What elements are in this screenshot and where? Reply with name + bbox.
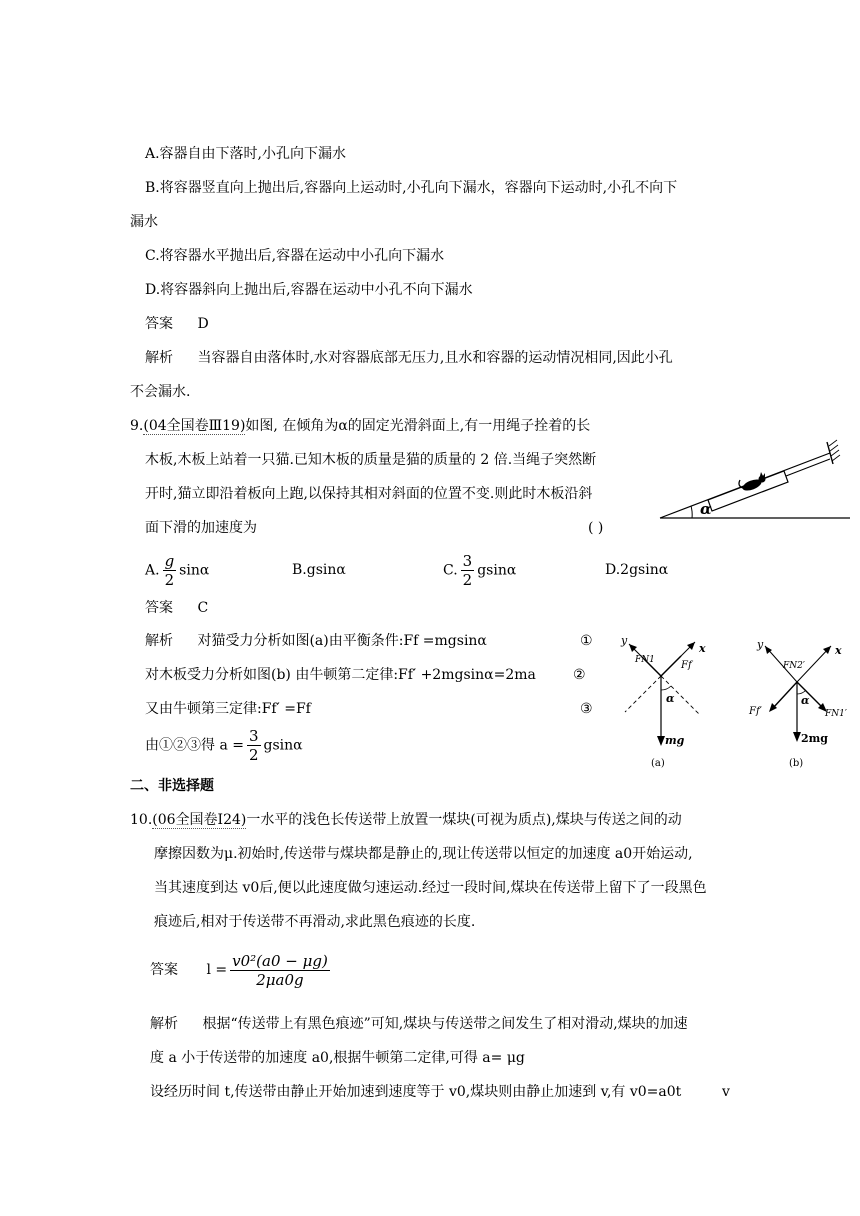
q10-stem-line1 — [130, 810, 682, 830]
equation-marker-2: ② — [573, 667, 586, 683]
equation-marker-3: ③ — [580, 701, 593, 717]
q8-option-d: D.将容器斜向上抛出后,容器在运动中小孔不向下漏水 — [145, 282, 473, 298]
option-c-prefix: C. — [443, 562, 458, 579]
force-diagram-b — [745, 630, 853, 770]
q8-option-b-cont: 漏水 — [130, 214, 158, 230]
q10-explanation-line1 — [150, 1014, 688, 1034]
q9-option-d: D.2gsinα — [605, 562, 669, 578]
answer-prefix: l = — [206, 962, 228, 978]
q10-answer — [150, 948, 333, 992]
option-a-denominator: 2 — [164, 571, 175, 589]
q10-stem-line2: 摩擦因数为μ.初始时,传送带与煤块都是静止的,现让传送带以恒定的加速度 a0开始运动, — [154, 846, 693, 862]
result-prefix: 由①②③得 a = — [145, 737, 244, 754]
force-diagram-a — [615, 630, 720, 770]
normal-force-label: FN1 — [635, 655, 655, 665]
answer-label: 答案 — [145, 316, 173, 332]
option-c-suffix: gsinα — [477, 562, 517, 579]
result-denominator: 2 — [248, 746, 259, 764]
x-axis-label: x — [835, 644, 842, 657]
q9-option-b: B.gsinα — [292, 562, 346, 578]
q9-result — [145, 727, 303, 764]
option-c-denominator: 2 — [462, 571, 473, 589]
diagram-caption: (a) — [651, 758, 665, 769]
q10-explanation-line3: 设经历时间 t,传送带由静止开始加速到速度等于 v0,煤块则由静止加速到 v,有 v0=a0t — [150, 1084, 682, 1100]
q10-stem-line4: 痕迹后,相对于传送带不再滑动,求此黑色痕迹的长度. — [154, 914, 476, 930]
incline-angle-label: α — [700, 500, 712, 518]
option-a-suffix: sinα — [179, 562, 210, 579]
result-numerator: 3 — [248, 727, 259, 745]
explanation-label: 解析 — [150, 1016, 178, 1032]
q9-answer — [145, 598, 208, 618]
friction-force-label: Ff′ — [749, 706, 762, 717]
answer-blank: ( ) — [588, 520, 604, 536]
result-suffix: gsinα — [263, 737, 303, 754]
q9-stem-line3: 开时,猫立即沿着板向上跑,以保持其相对斜面的位置不变.则此时木板沿斜 — [145, 486, 593, 502]
answer-value: D — [197, 316, 209, 332]
q8-option-a: A.容器自由下落时,小孔向下漏水 — [145, 146, 347, 162]
gravity-label: mg — [665, 734, 685, 747]
answer-label: 答案 — [145, 600, 173, 616]
explanation-label: 解析 — [145, 350, 173, 366]
result-fraction — [247, 727, 261, 764]
q9-stem-line1 — [130, 416, 590, 436]
answer-numerator: v0²(a0 − μg) — [232, 951, 328, 970]
q9-option-c — [443, 552, 516, 589]
explanation-text: 对猫受力分析如图(a)由平衡条件:Ff =mgsinα — [197, 633, 487, 649]
q9-explanation-line2: 对木板受力分析如图(b) 由牛顿第二定律:Ff′ +2mgsinα=2ma — [145, 667, 536, 683]
normal-force-1-label: FN1′ — [825, 709, 847, 719]
diagram-caption: (b) — [789, 758, 804, 769]
q9-stem-line2: 木板,木板上站着一只猫.已知木板的质量是猫的质量的 2 倍.当绳子突然断 — [145, 452, 597, 468]
answer-denominator: 2μa0g — [256, 970, 304, 989]
explanation-label: 解析 — [145, 633, 173, 649]
angle-label: α — [801, 694, 810, 707]
angle-arc — [691, 506, 692, 518]
normal-force-2-label: FN2′ — [783, 661, 805, 671]
question-source: (06全国卷Ⅰ24) — [152, 812, 247, 828]
angle-label: α — [666, 692, 675, 705]
y-axis-label: y — [621, 634, 628, 647]
question-number: 10. — [130, 812, 153, 828]
x-axis-label: x — [699, 642, 706, 655]
section-heading: 二、非选择题 — [130, 778, 214, 794]
answer-value: C — [197, 600, 209, 616]
q9-stem-line4: 面下滑的加速度为 — [145, 520, 257, 536]
friction-force-label: Ff — [681, 660, 692, 671]
q8-option-b: B.将容器竖直向上抛出后,容器向上运动时,小孔向下漏水，容器向下运动时,小孔不向下 — [145, 180, 678, 196]
q10-explanation-line2: 度 a 小于传送带的加速度 a0,根据牛顿第二定律,可得 a= μg — [150, 1050, 525, 1066]
q8-explanation-cont: 不会漏水. — [130, 384, 191, 400]
y-axis-label: y — [757, 638, 764, 651]
option-c-fraction — [461, 552, 475, 589]
answer-fraction — [230, 952, 330, 989]
question-number: 9. — [130, 418, 144, 434]
q10-explanation-tail: v — [722, 1084, 730, 1100]
wooden-board — [708, 471, 788, 511]
gravity-label: 2mg — [801, 732, 828, 745]
option-a-fraction — [163, 552, 177, 589]
incline-diagram — [656, 436, 854, 522]
option-a-numerator: g — [164, 552, 175, 570]
q9-explanation-line3: 又由牛顿第三定律:Ff′ =Ff — [145, 701, 311, 717]
q8-answer — [145, 314, 209, 334]
explanation-text: 根据“传送带上有黑色痕迹”可知,煤块与传送带之间发生了相对滑动,煤块的加速 — [202, 1016, 688, 1032]
question-stem: 如图, 在倾角为α的固定光滑斜面上,有一用绳子拴着的长 — [245, 418, 591, 434]
q8-explanation — [145, 348, 673, 368]
option-c-numerator: 3 — [462, 552, 473, 570]
option-a-prefix: A. — [145, 562, 160, 579]
q9-explanation-line1 — [145, 631, 487, 651]
equation-marker-1: ① — [580, 633, 593, 649]
q10-stem-line3: 当其速度到达 v0后,便以此速度做匀速运动.经过一段时间,煤块在传送带上留下了一段黑色 — [154, 880, 707, 896]
explanation-text: 当容器自由落体时,水对容器底部无压力,且水和容器的运动情况相同,因此小孔 — [197, 350, 673, 366]
q8-option-c: C.将容器水平抛出后,容器在运动中小孔向下漏水 — [145, 248, 445, 264]
q9-option-a — [145, 552, 209, 589]
question-source: (04全国卷Ⅲ19) — [143, 418, 246, 434]
answer-label: 答案 — [150, 962, 178, 978]
question-stem: 一水平的浅色长传送带上放置一煤块(可视为质点),煤块与传送之间的动 — [246, 812, 682, 828]
